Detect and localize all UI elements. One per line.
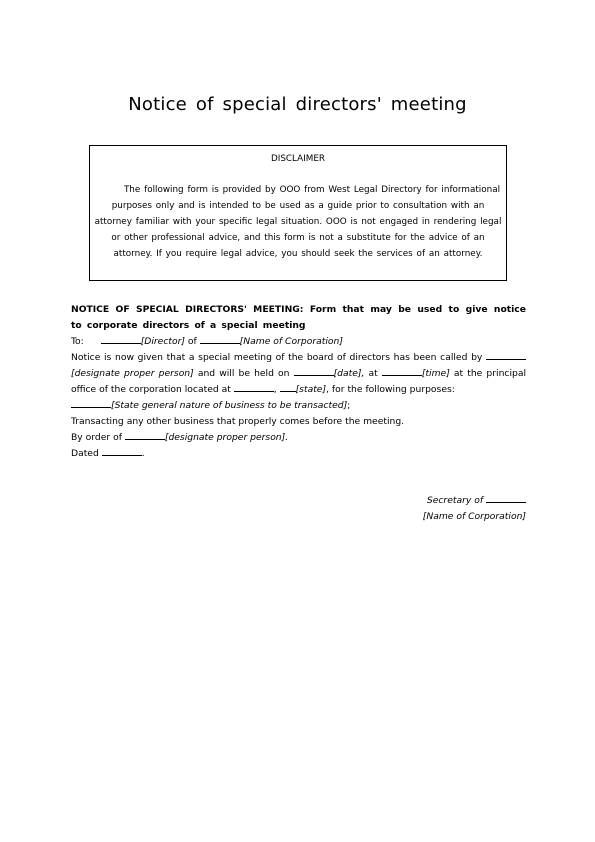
notice-heading: NOTICE OF SPECIAL DIRECTORS' MEETING: Form that may be used to give notice to corporate directors of a special meeting [71,304,526,331]
will-be-held-text: and will be held on [197,368,290,379]
notice-text-1: Notice is now given that a special meeting of the board of directors has been called by [71,352,483,363]
business-line [71,398,526,414]
time-placeholder: [time] [421,368,450,379]
notice-paragraph [71,350,526,398]
time-blank [382,366,422,376]
dated-label: Dated [71,448,99,459]
state-blank [280,382,296,392]
to-label: To: [71,336,84,347]
dated-line [71,446,526,462]
to-line [71,334,526,350]
business-blank [71,398,111,408]
at-word: at [368,368,378,379]
business-placeholder: [State general nature of business to be transacted] [111,400,348,411]
signature-corporation: [Name of Corporation] [422,511,526,522]
location-comma: , [273,384,277,395]
director-blank [101,334,141,344]
document-title: Notice of special directors' meeting [128,94,467,115]
signature-block [423,493,526,525]
business-suffix: ; [347,400,351,411]
at-word-2: at [453,368,464,379]
date-blank [294,366,334,376]
designate-blank [486,350,526,360]
dated-blank [102,446,142,456]
date-placeholder: [date], [333,368,365,379]
secretary-label: Secretary of [426,495,484,506]
disclaimer-box [89,145,507,281]
disclaimer-text: The following form is provided by OOO from West Legal Directory for informational purposes only and is intended to be used as a guide prior to consultation with an attorney familiar with your specific legal situation. OOO is not engaged in rendering legal or other professional advice, and this form is not a substitute for the advice of an attorney. If you require legal advice, you should seek the services of an attorney. [94,185,502,259]
notice-body [71,302,526,462]
corporation-blank [200,334,240,344]
secretary-line [423,493,526,509]
state-placeholder: [state] [295,384,327,395]
by-order-placeholder: [designate proper person]. [164,432,289,443]
by-order-blank [125,430,165,440]
transacting-line: Transacting any other business that properly comes before the meeting. [71,416,405,427]
location-blank [234,382,274,392]
dated-suffix: . [141,448,145,459]
disclaimer-heading: DISCLAIMER [270,154,326,164]
corporation-placeholder: [Name of Corporation] [239,336,343,347]
by-order-line [71,430,526,446]
director-placeholder: [Director] [140,336,185,347]
following-purposes-text: , for the following purposes: [326,384,455,395]
principal-office-text: the principal office of the corporation located at [71,368,527,395]
secretary-blank [486,493,526,503]
by-order-label: By order of [71,432,122,443]
of-word: of [187,336,197,347]
designate-placeholder: [designate proper person] [71,368,194,379]
